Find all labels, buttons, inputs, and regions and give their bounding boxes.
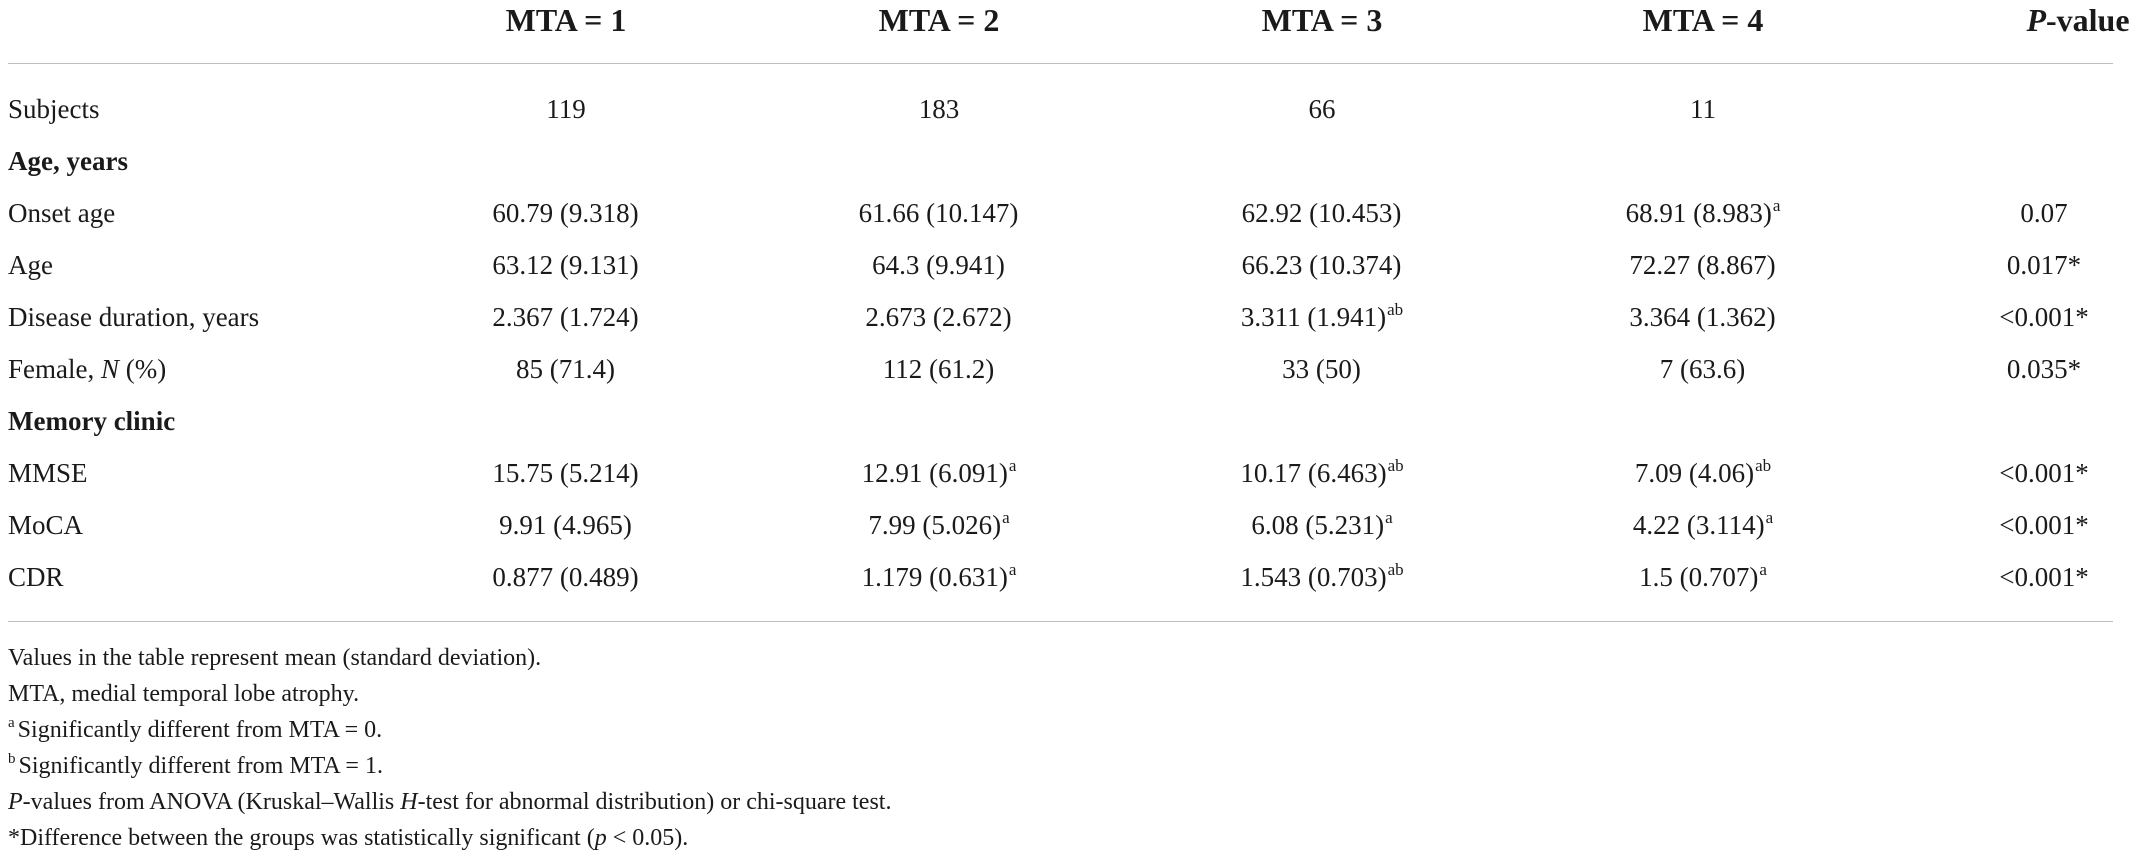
pvalue-header-italic: P [2026, 2, 2046, 38]
cell-mta-1: 119 [546, 94, 586, 124]
cell-mta-3: 10.17 $(6.463)^{ab}$ [1240, 456, 1404, 488]
table-footnotes [8, 640, 891, 856]
cell-mta-2: 64.3 (9.941) [872, 250, 1005, 280]
cell-pvalue: 0.07 [2020, 198, 2068, 228]
cell-pvalue: <0.001* [1999, 562, 2089, 592]
cell-mta-4: 4.22 $(3.114)^a$ [1632, 508, 1774, 540]
footnote-pvalues: P-values from ANOVA (Kruskal–Wallis H-test for abnormal distribution) or chi-square test. [8, 789, 892, 815]
cell-mta-2: 1.179 $(0.631)^a$ [861, 560, 1017, 592]
cell-mta-3: 6.08 $(5.231)^a$ [1251, 508, 1393, 540]
cell-pvalue: 0.035* [2006, 354, 2082, 384]
cell-mta-3: 66 [1308, 94, 1336, 124]
table-row-female [0, 343, 2121, 395]
footnote-mta-definition: MTA, medial temporal lobe atrophy. [8, 681, 360, 707]
section-label: Age, years [8, 146, 128, 176]
cell-mta-2: 7.99 $(5.026)^a$ [868, 508, 1010, 540]
header-rule [8, 63, 2113, 64]
cell-mta-4: 1.5 $(0.707)^a$ [1639, 560, 1767, 592]
table-row-cdr [0, 551, 2121, 603]
table-row-onset-age [0, 187, 2121, 239]
column-header-mta-2: MTA = 2 [878, 2, 1000, 38]
row-label: Female, N (%) [8, 354, 167, 384]
cell-mta-2: 61.66 (10.147) [858, 198, 1019, 228]
pvalue-header-rest: -value [2046, 2, 2130, 38]
table-row-disease-duration [0, 291, 2121, 343]
row-label: MoCA [8, 510, 84, 540]
cell-mta-1: 9.91 (4.965) [499, 510, 632, 540]
cell-mta-3: 62.92 (10.453) [1241, 198, 1402, 228]
table-row-mmse [0, 447, 2121, 499]
table-row-age [0, 239, 2121, 291]
cell-mta-4: 7 (63.6) [1659, 354, 1746, 384]
footnote-marker-a: a [8, 715, 15, 731]
row-label: Disease duration, years [8, 302, 260, 332]
cell-mta-3: 33 (50) [1282, 354, 1361, 384]
cell-mta-4: 11 [1690, 94, 1716, 124]
cell-mta-1: 85 (71.4) [516, 354, 615, 384]
cell-pvalue: <0.001* [1999, 302, 2089, 332]
section-row-memory-clinic [0, 395, 2121, 447]
footnote-significance: *Difference between the groups was statistically significant (p < 0.05). [8, 825, 689, 851]
section-row-age [0, 135, 2121, 187]
column-header-mta-1: MTA = 1 [505, 2, 627, 38]
row-label: Onset age [8, 198, 116, 228]
cell-mta-4: 7.09 $(4.06)^{ab}$ [1634, 456, 1772, 488]
row-label: CDR [8, 562, 64, 592]
cell-mta-4: 3.364 (1.362) [1629, 302, 1776, 332]
cell-mta-2: 2.673 (2.672) [865, 302, 1012, 332]
cell-mta-2: 183 [918, 94, 960, 124]
cell-mta-3: 1.543 $(0.703)^{ab}$ [1240, 560, 1404, 592]
cell-mta-3: 66.23 (10.374) [1241, 250, 1402, 280]
cell-mta-1: 63.12 (9.131) [492, 250, 639, 280]
cell-mta-1: 0.877 (0.489) [492, 562, 639, 592]
cell-mta-4: 68.91 $(8.983)^a$ [1625, 196, 1781, 228]
cell-pvalue: <0.001* [1999, 510, 2089, 540]
row-label: MMSE [8, 458, 88, 488]
cell-mta-3: 3.311 $(1.941)^{ab}$ [1240, 300, 1404, 332]
cell-pvalue: 0.017* [2006, 250, 2082, 280]
cell-mta-1: 15.75 (5.214) [492, 458, 639, 488]
column-header-mta-4: MTA = 4 [1642, 2, 1764, 38]
table-row-moca [0, 499, 2121, 551]
footnote-b: $^b$ Significantly different from MTA = 1. [8, 751, 383, 779]
table-row-subjects [0, 83, 2121, 135]
footnote-values: Values in the table represent mean (standard deviation). [8, 645, 542, 671]
footer-rule [8, 621, 2113, 622]
cell-mta-4: 72.27 (8.867) [1629, 250, 1776, 280]
column-header-pvalue [2026, 0, 2129, 46]
column-header-mta-3: MTA = 3 [1261, 2, 1383, 38]
row-label: Subjects [8, 94, 100, 124]
cell-pvalue: <0.001* [1999, 458, 2089, 488]
cell-mta-1: 2.367 (1.724) [492, 302, 639, 332]
footnote-marker-b: b [8, 751, 16, 767]
row-label: Age [8, 250, 53, 280]
cell-mta-1: 60.79 (9.318) [492, 198, 639, 228]
cell-mta-2: 12.91 $(6.091)^a$ [861, 456, 1017, 488]
section-label: Memory clinic [8, 406, 176, 436]
cell-mta-2: 112 (61.2) [882, 354, 995, 384]
table-header-row [0, 0, 2130, 46]
footnote-a: $^a$ Significantly different from MTA = 0. [8, 715, 383, 743]
